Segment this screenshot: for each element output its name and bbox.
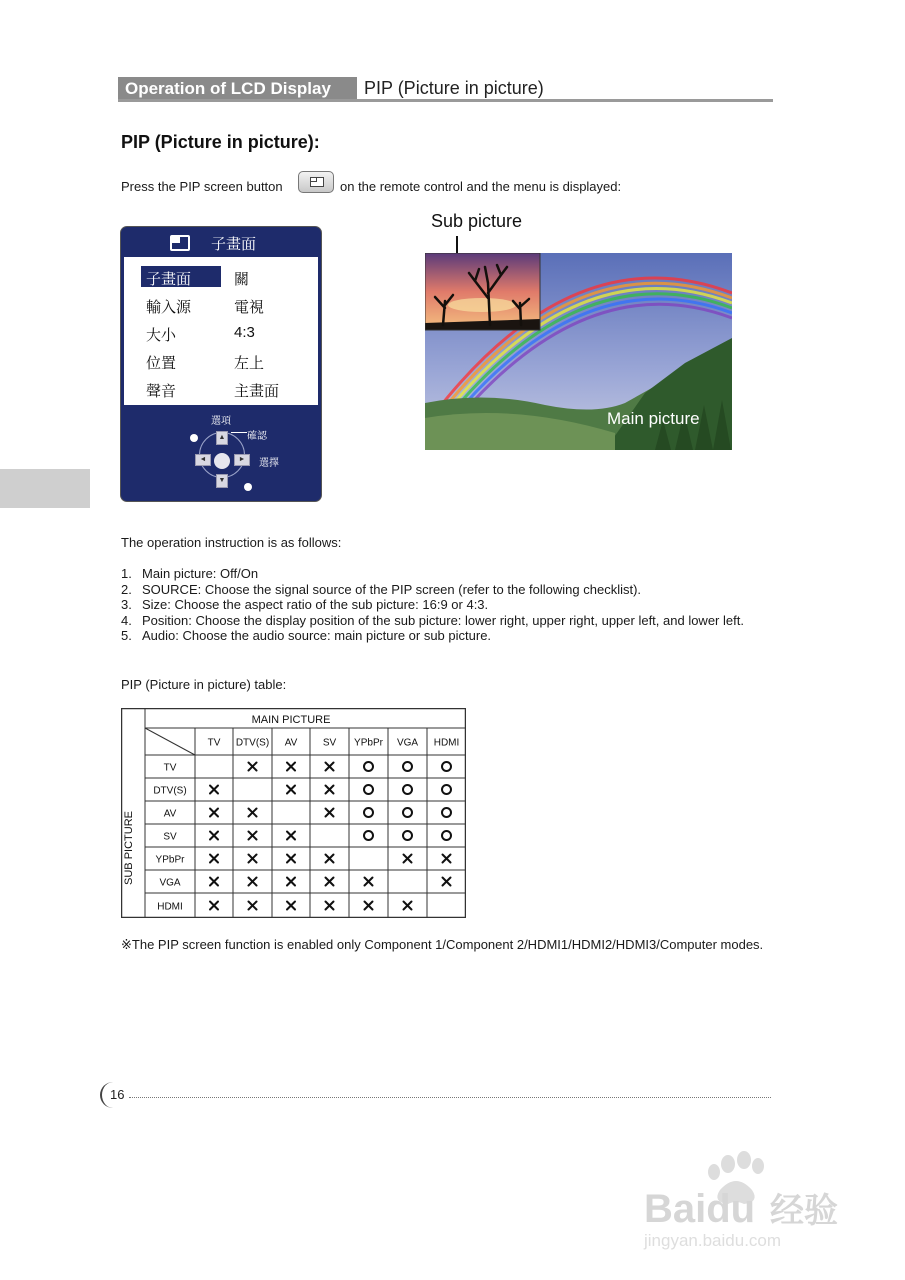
down-arrow-icon: ▼ xyxy=(216,474,228,488)
footer-dotted-rule xyxy=(129,1097,771,1098)
osd-row-key: 大小 xyxy=(146,327,177,344)
osd-menu xyxy=(120,226,322,502)
incompatible-mark xyxy=(210,855,218,863)
compatible-mark xyxy=(442,808,451,817)
incompatible-mark xyxy=(287,832,295,840)
incompatible-mark xyxy=(210,832,218,840)
incompatible-mark xyxy=(249,902,257,910)
sub-picture-label: Sub picture xyxy=(431,211,523,231)
list-item xyxy=(121,628,761,644)
sub-picture-header: SUB PICTURE xyxy=(123,811,135,885)
incompatible-mark xyxy=(287,878,295,886)
baidu-paw-logo xyxy=(640,1150,855,1250)
list-item xyxy=(121,613,761,629)
row-header: VGA xyxy=(159,877,181,889)
incompatible-mark xyxy=(365,878,373,886)
compatible-mark xyxy=(403,785,412,794)
column-header: HDMI xyxy=(433,737,460,749)
compatible-mark xyxy=(364,831,373,840)
osd-row-value: 左上 xyxy=(234,355,265,372)
page-heading: PIP (Picture in picture): xyxy=(121,132,320,152)
osd-row-value: 關 xyxy=(234,271,250,288)
right-arrow-icon: ► xyxy=(234,454,250,466)
sub-picture-header-wrap xyxy=(121,778,137,918)
osd-row-value: 4:3 xyxy=(234,324,255,341)
leader-line xyxy=(231,432,247,433)
intro-text-after: on the remote control and the menu is displayed: xyxy=(340,179,622,194)
incompatible-mark xyxy=(365,902,373,910)
header-title: PIP (Picture in picture) xyxy=(364,78,544,98)
incompatible-mark xyxy=(404,902,412,910)
step-text: Main picture: Off/On xyxy=(142,566,259,581)
osd-row xyxy=(124,266,318,288)
compatible-mark xyxy=(364,762,373,771)
row-header: HDMI xyxy=(157,901,183,913)
section-label: Operation of LCD Display xyxy=(118,77,357,100)
incompatible-mark xyxy=(210,786,218,794)
incompatible-mark xyxy=(443,855,451,863)
compatible-mark xyxy=(403,808,412,817)
compatible-mark xyxy=(442,831,451,840)
row-header: DTV(S) xyxy=(153,785,187,797)
incompatible-mark xyxy=(210,902,218,910)
steps-list xyxy=(121,566,761,644)
incompatible-mark xyxy=(249,809,257,817)
pip-icon xyxy=(170,235,190,251)
osd-row-value: 主畫面 xyxy=(234,383,280,400)
osd-row-key: 位置 xyxy=(146,355,177,372)
column-header: AV xyxy=(284,737,298,749)
step-number: 2. xyxy=(121,581,132,597)
osd-row-key: 子畫面 xyxy=(146,271,192,288)
row-header: SV xyxy=(163,831,177,843)
incompatible-mark xyxy=(326,855,334,863)
incompatible-mark xyxy=(287,763,295,771)
column-header: SV xyxy=(322,737,337,749)
compatible-mark xyxy=(364,808,373,817)
compatible-mark xyxy=(403,762,412,771)
osd-row xyxy=(124,378,318,400)
osd-hint-select: 選擇 xyxy=(259,458,279,469)
incompatible-mark xyxy=(287,786,295,794)
watermark-brand: Baidu xyxy=(644,1187,756,1231)
compatible-mark xyxy=(403,831,412,840)
incompatible-mark xyxy=(326,809,334,817)
page-number: 16 xyxy=(110,1087,125,1102)
incompatible-mark xyxy=(210,809,218,817)
osd-row-value: 電視 xyxy=(234,299,265,316)
column-header: DTV(S) xyxy=(235,737,270,749)
column-header: YPbPr xyxy=(354,737,383,749)
osd-hint-options: 選項 xyxy=(211,416,231,427)
osd-row xyxy=(124,350,318,372)
step-text: Position: Choose the display position of the sub picture: lower right, upper right, upper left, and lower left. xyxy=(142,612,744,628)
osd-row-key: 輸入源 xyxy=(146,299,192,316)
incompatible-mark xyxy=(287,902,295,910)
pip-compatibility-table xyxy=(121,708,466,918)
side-tab xyxy=(0,469,90,508)
baidu-watermark xyxy=(640,1150,855,1250)
column-header: TV xyxy=(207,737,221,749)
column-header: VGA xyxy=(396,737,419,749)
watermark-cn: 经验 xyxy=(770,1191,838,1231)
watermark-url: jingyan.baidu.com xyxy=(644,1231,782,1250)
list-item xyxy=(121,597,761,613)
row-header: AV xyxy=(163,808,177,820)
osd-row xyxy=(124,322,318,344)
step-number: 4. xyxy=(121,612,132,628)
step-text: Size: Choose the aspect ratio of the sub picture: 16:9 or 4:3. xyxy=(142,597,489,613)
list-item xyxy=(121,566,761,582)
table-caption: PIP (Picture in picture) table: xyxy=(121,677,287,692)
pip-button-icon xyxy=(298,171,334,193)
osd-dot-icon xyxy=(244,483,252,491)
osd-row-key: 聲音 xyxy=(146,383,177,400)
compatible-mark xyxy=(442,762,451,771)
osd-panel xyxy=(124,257,318,405)
osd-title: 子畫面 xyxy=(211,236,257,253)
incompatible-mark xyxy=(443,878,451,886)
dpad-center xyxy=(214,453,230,469)
incompatible-mark xyxy=(210,878,218,886)
pip-table-graphic xyxy=(121,708,466,918)
osd-hint-confirm: 確認 xyxy=(247,431,267,442)
step-text: SOURCE: Choose the signal source of the PIP screen (refer to the following checklist). xyxy=(142,581,642,597)
incompatible-mark xyxy=(326,763,334,771)
incompatible-mark xyxy=(249,855,257,863)
incompatible-mark xyxy=(326,878,334,886)
operation-intro: The operation instruction is as follows: xyxy=(121,535,342,550)
incompatible-mark xyxy=(326,902,334,910)
incompatible-mark xyxy=(287,855,295,863)
row-header: TV xyxy=(163,762,177,774)
corner-diagonal xyxy=(145,728,195,755)
step-number: 3. xyxy=(121,597,132,613)
up-arrow-icon: ▲ xyxy=(216,431,228,445)
step-number: 5. xyxy=(121,628,132,644)
intro-text-before: Press the PIP screen button xyxy=(121,179,283,194)
main-picture-label: Main picture xyxy=(607,409,700,428)
header-rule xyxy=(118,99,773,102)
incompatible-mark xyxy=(249,832,257,840)
left-arrow-icon: ◄ xyxy=(195,454,211,466)
step-number: 1. xyxy=(121,566,132,581)
compatible-mark xyxy=(442,785,451,794)
mode-note: ※The PIP screen function is enabled only Component 1/Component 2/HDMI1/HDMI2/HDMI3/Computer modes. xyxy=(121,937,764,952)
compatible-mark xyxy=(364,785,373,794)
main-picture-header: MAIN PICTURE xyxy=(251,714,331,726)
incompatible-mark xyxy=(326,786,334,794)
incompatible-mark xyxy=(249,878,257,886)
incompatible-mark xyxy=(249,763,257,771)
step-text: Audio: Choose the audio source: main picture or sub picture. xyxy=(142,628,492,644)
osd-dot-icon xyxy=(190,434,198,442)
incompatible-mark xyxy=(404,855,412,863)
osd-row xyxy=(124,294,318,316)
row-header: YPbPr xyxy=(155,854,185,866)
list-item xyxy=(121,582,761,598)
